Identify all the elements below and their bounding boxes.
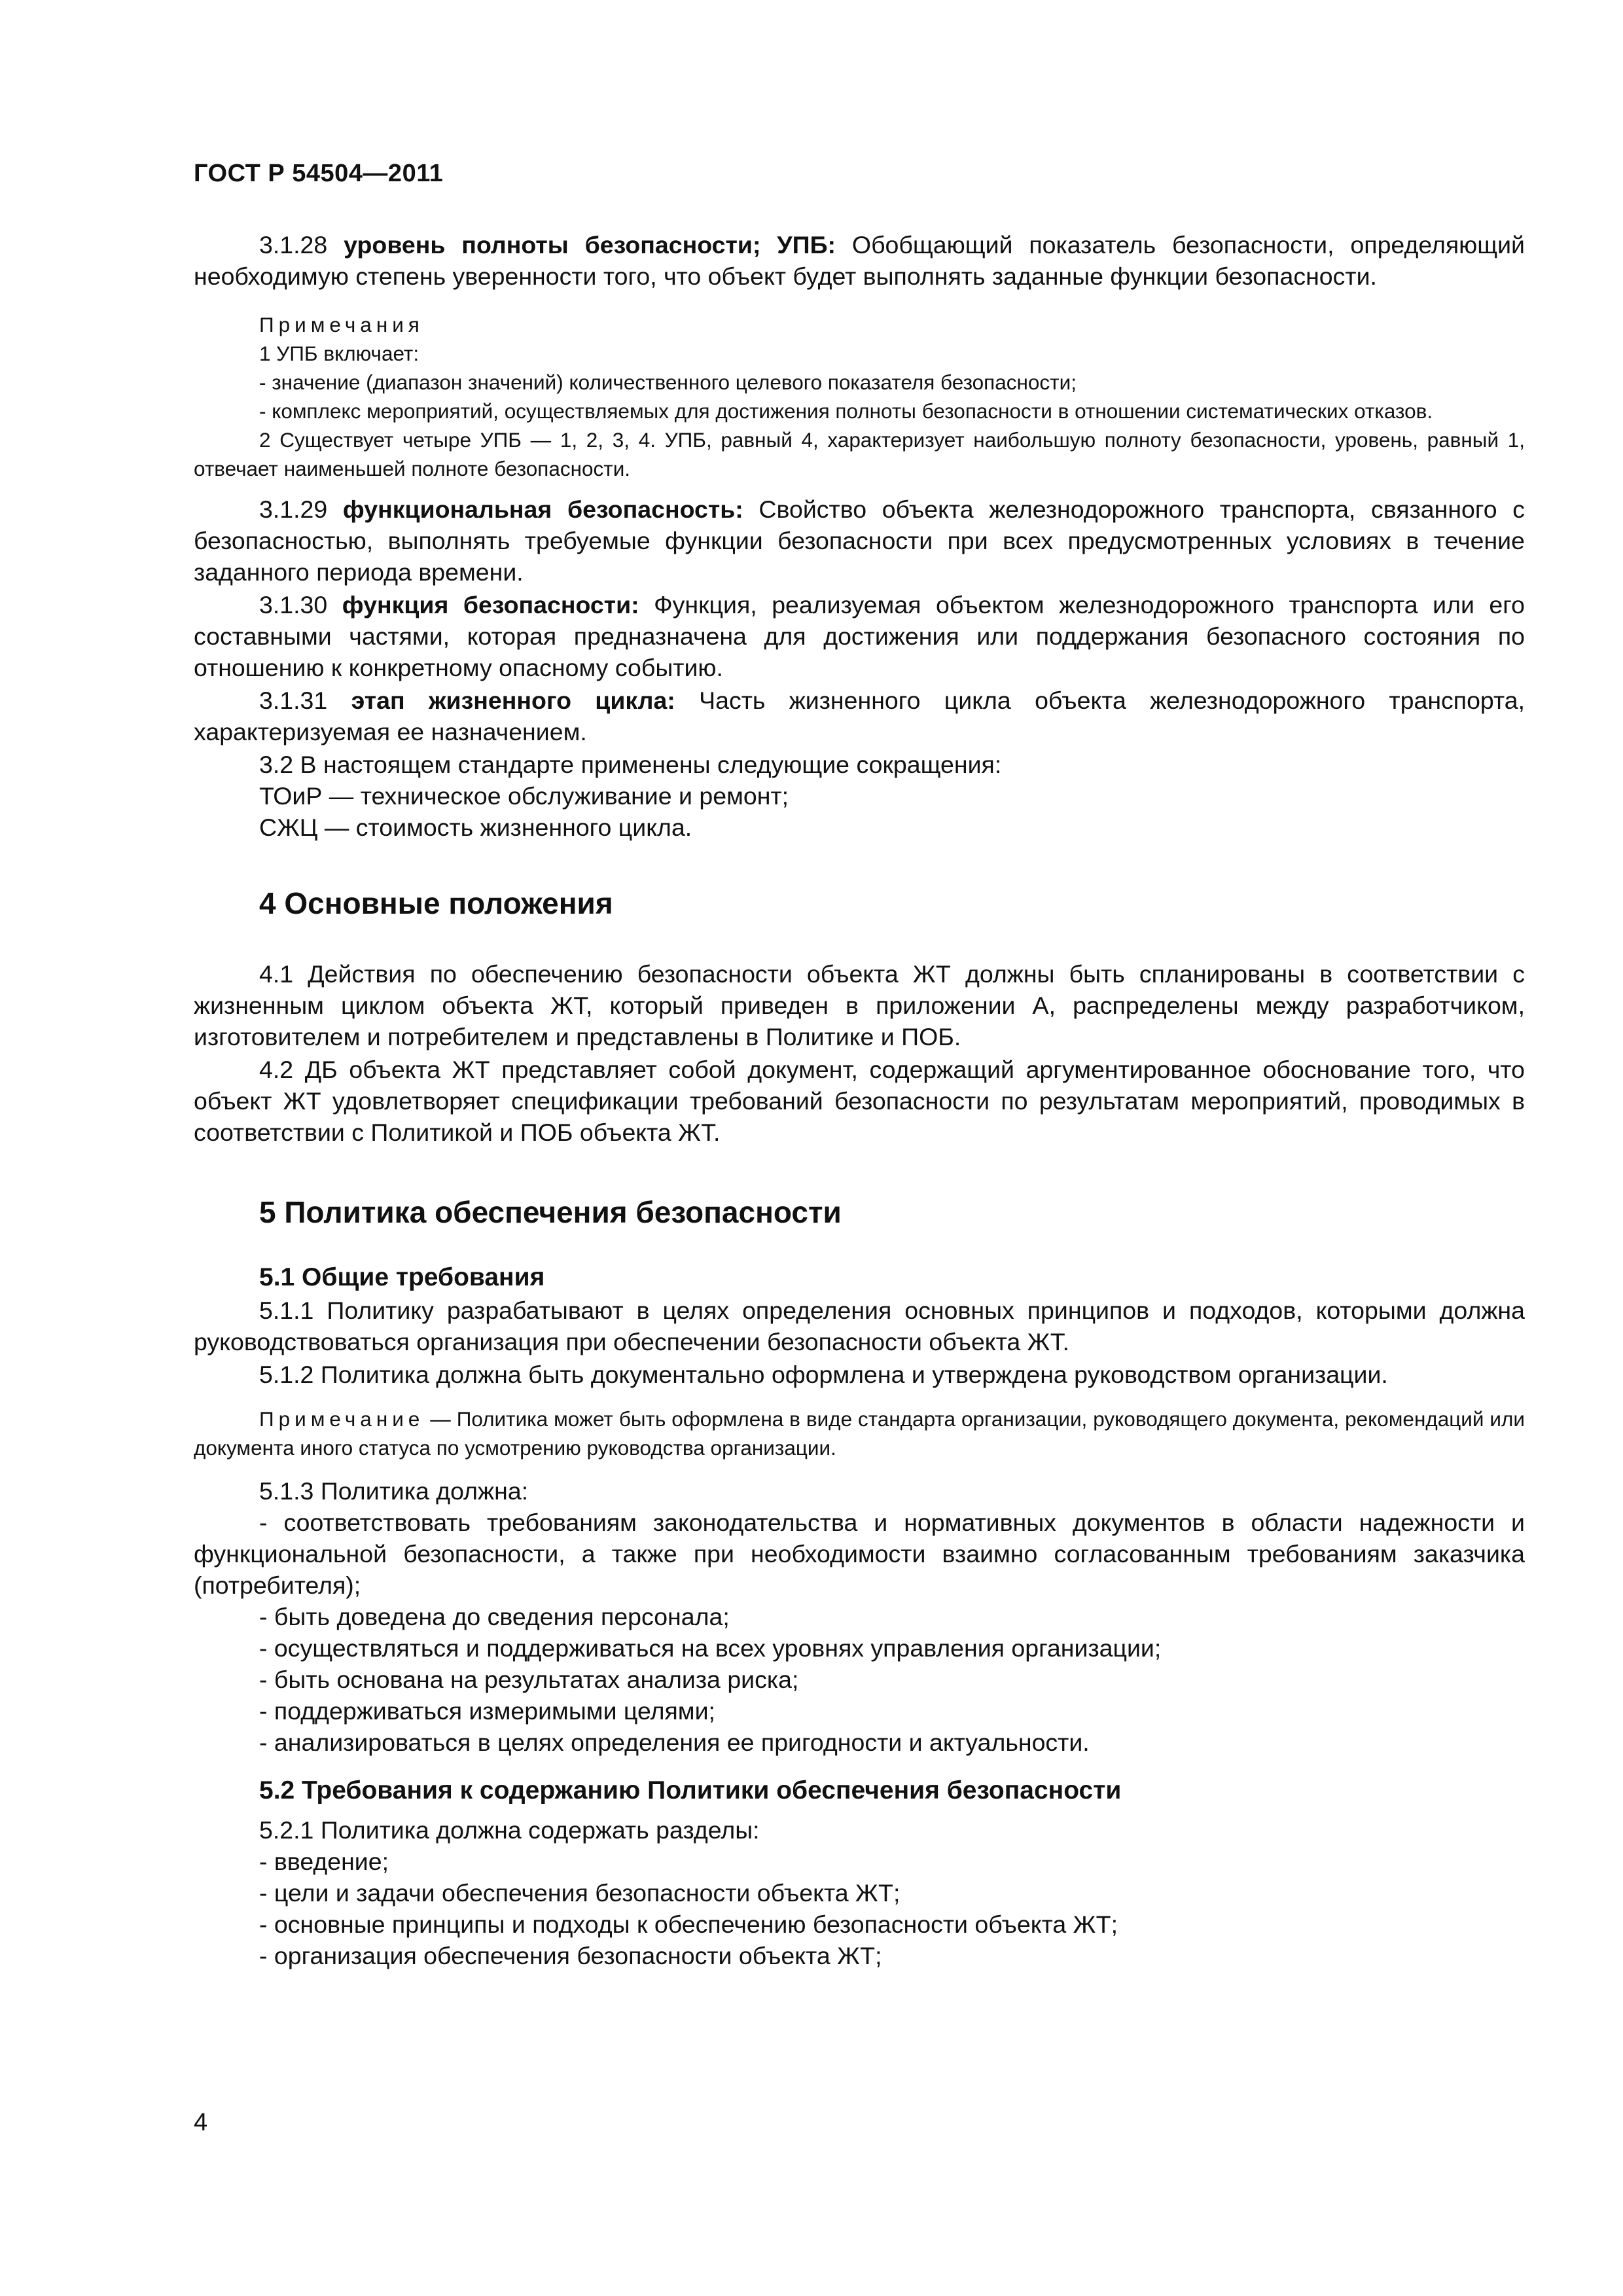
note-1b: - комплекс мероприятий, осуществляемых для достижения полноты безопасности в отношении систематических отказов. xyxy=(259,399,1433,423)
list-item: - анализироваться в целях определения ее пригодности и актуальности. xyxy=(259,1729,1090,1756)
note-1a: - значение (диапазон значений) количественного целевого показателя безопасности; xyxy=(259,370,1077,394)
clause-number: 3.1.31 xyxy=(259,687,328,714)
definition: Часть жизненного цикла объекта железнодорожного транспорта, характеризуемая ее назначением. xyxy=(194,687,1525,745)
clause-5-1-1: 5.1.1 Политику разрабатывают в целях определения основных принципов и подходов, которыми должна руководствоваться организация при обеспечении безопасности объекта ЖТ. xyxy=(194,1297,1525,1355)
list-item: - цели и задачи обеспечения безопасности объекта ЖТ; xyxy=(259,1879,901,1907)
clause-3-1-31 xyxy=(194,685,1525,747)
subsection-5-1-title: 5.1 Общие требования xyxy=(259,1263,545,1291)
list-item: - быть основана на результатах анализа риска; xyxy=(259,1666,799,1693)
section-4-title: 4 Основные положения xyxy=(259,886,613,920)
clause-number: 3.1.30 xyxy=(259,591,328,619)
definition: Свойство объекта железнодорожного транспорта, связанного с безопасностью, выполнять требуемые функции безопасности при всех предусмотренных условиях в течение заданного периода времени. xyxy=(194,495,1525,586)
clause-4-1: 4.1 Действия по обеспечению безопасности объекта ЖТ должны быть спланированы в соответствии с жизненным циклом объекта ЖТ, который приведен в приложении А, распределены между разработчиком, изготовителем и потребителем и представлены в Политике и ПОБ. xyxy=(194,960,1525,1050)
list-item: - поддерживаться измеримыми целями; xyxy=(259,1697,715,1725)
term: функциональная безопасность: xyxy=(342,495,743,523)
note-text: — Политика может быть оформлена в виде стандарта организации, руководящего документа, рекомендаций или документа иного статуса по усмотрению руководства организации. xyxy=(194,1407,1525,1460)
list-item: - организация обеспечения безопасности объекта ЖТ; xyxy=(259,1942,882,1969)
list-item: - основные принципы и подходы к обеспечению безопасности объекта ЖТ; xyxy=(259,1910,1118,1938)
term: функция безопасности: xyxy=(342,591,639,619)
abbreviation-toir: ТОиР — техническое обслуживание и ремонт; xyxy=(259,782,789,810)
clause-5-2-1: 5.2.1 Политика должна содержать разделы: xyxy=(259,1816,760,1844)
clause-3-1-28 xyxy=(194,229,1525,292)
notes-title: Примечания xyxy=(259,313,424,336)
clause-3-1-29 xyxy=(194,493,1525,588)
clause-4-2: 4.2 ДБ объекта ЖТ представляет собой документ, содержащий аргументированное обоснование того, что объект ЖТ удовлетворяет спецификации требований безопасности по результатам мероприятий, проводимых в соответствии с Политикой и ПОБ объекта ЖТ. xyxy=(194,1056,1525,1146)
note-2: 2 Существует четыре УПБ — 1, 2, 3, 4. УПБ, равный 4, характеризует наибольшую полноту безопасности, уровень, равный 1, отвечает наименьшей полноте безопасности. xyxy=(194,428,1525,480)
note-label: Примечание xyxy=(259,1407,425,1431)
list-item: - соответствовать требованиям законодательства и нормативных документов в области надежности и функциональной безопасности, а также при необходимости взаимно согласованным требованиям заказчика (потребителя); xyxy=(194,1509,1525,1599)
clause-number: 3.1.28 xyxy=(259,231,328,259)
clause-5-1-3: 5.1.3 Политика должна: xyxy=(259,1477,529,1505)
clause-number: 3.1.29 xyxy=(259,495,328,523)
definition: Обобщающий показатель безопасности, определяющий необходимую степень уверенности того, что объект будет выполнять заданные функции безопасности. xyxy=(194,231,1525,290)
clause-3-1-30 xyxy=(194,589,1525,683)
section-5-title: 5 Политика обеспечения безопасности xyxy=(259,1195,842,1229)
note-1: 1 УПБ включает: xyxy=(259,342,419,365)
subsection-5-2-title: 5.2 Требования к содержанию Политики обеспечения безопасности xyxy=(259,1776,1122,1804)
page-number: 4 xyxy=(194,2109,208,2136)
term: уровень полноты безопасности; УПБ: xyxy=(344,231,836,259)
term: этап жизненного цикла: xyxy=(351,687,675,714)
page-content xyxy=(194,229,1525,1971)
list-item: - введение; xyxy=(259,1848,389,1875)
document-header: ГОСТ Р 54504—2011 xyxy=(194,160,444,187)
abbreviation-szhc: СЖЦ — стоимость жизненного цикла. xyxy=(259,814,692,841)
clause-5-1-2: 5.1.2 Политика должна быть документально оформлена и утверждена руководством организации. xyxy=(259,1361,1388,1388)
note-5-1-2 xyxy=(194,1405,1525,1462)
clause-3-2: 3.2 В настоящем стандарте применены следующие сокращения: xyxy=(259,751,1002,778)
list-item: - осуществляться и поддерживаться на всех уровнях управления организации; xyxy=(259,1634,1162,1662)
list-item: - быть доведена до сведения персонала; xyxy=(259,1603,730,1630)
definition: Функция, реализуемая объектом железнодорожного транспорта или его составными частями, которая предназначена для достижения или поддержания безопасного состояния по отношению к конкретному опасному событию. xyxy=(194,591,1525,681)
